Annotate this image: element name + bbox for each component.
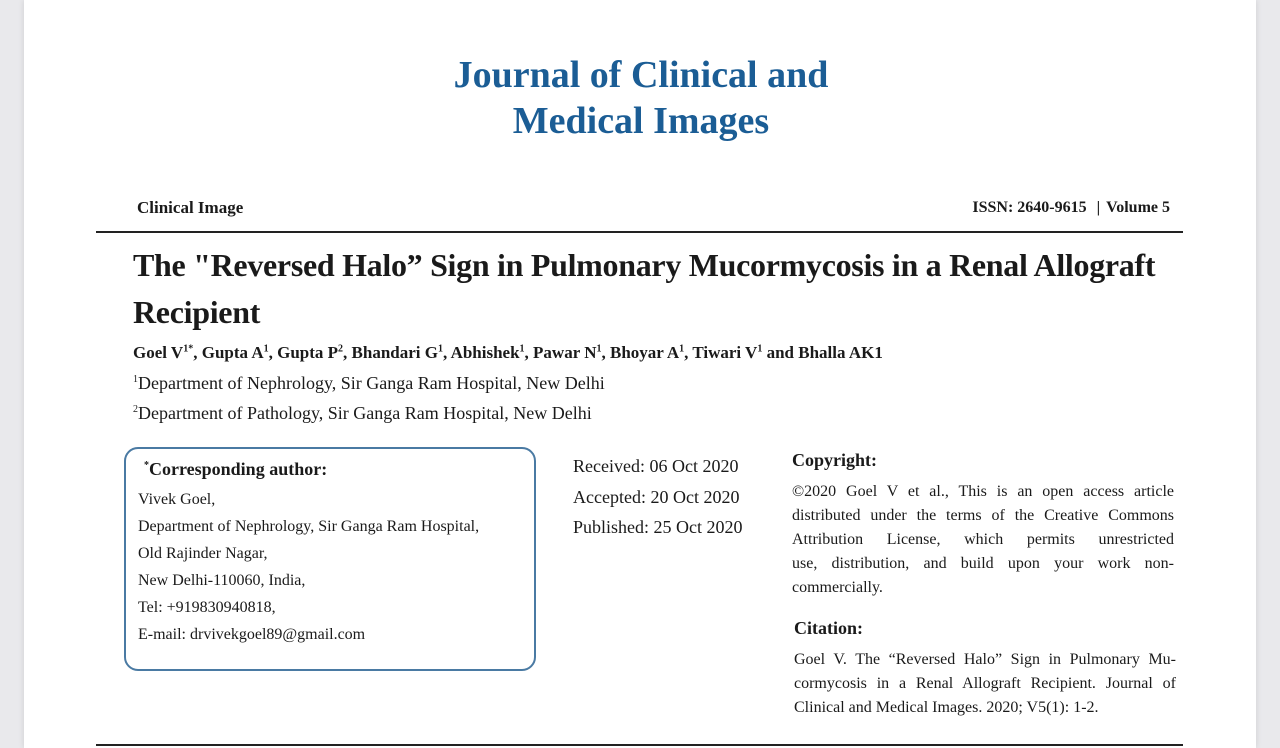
citation-heading: Citation: xyxy=(794,618,863,638)
citation-text xyxy=(794,648,1176,720)
volume: Volume 5 xyxy=(1106,199,1170,216)
corresponding-heading-text: Corresponding author: xyxy=(149,459,328,479)
affiliation-2-sup: 2 xyxy=(133,404,138,415)
author-separator: , xyxy=(443,343,451,362)
author-name: Pawar N xyxy=(533,343,597,362)
meta-separator: | xyxy=(1096,199,1101,216)
corresponding-name: Vivek Goel, xyxy=(138,491,216,508)
author-separator: , xyxy=(524,343,534,362)
author-affiliation-sup: 2 xyxy=(338,343,344,355)
citation-line: Clinical and Medical Images. 2020; V5(1): 1-2. xyxy=(794,699,1099,716)
corresponding-address-1: Old Rajinder Nagar, xyxy=(138,545,268,562)
author-affiliation-sup: 1 xyxy=(519,343,525,355)
author-name: Bhoyar A xyxy=(609,343,680,362)
copyright-line: use, distribution, and build upon your work non- xyxy=(792,555,1174,572)
copyright-line: distributed under the terms of the Creative Commons xyxy=(792,507,1174,524)
author-separator: , xyxy=(343,343,352,362)
document-page xyxy=(24,0,1256,748)
author-affiliation-sup: 1 xyxy=(679,343,685,355)
article-title xyxy=(133,242,1193,336)
accepted-date: Accepted: 20 Oct 2020 xyxy=(573,486,740,507)
corresponding-author-heading xyxy=(144,459,327,480)
author-name: Bhandari G xyxy=(351,343,438,362)
affiliation-1-text: Department of Nephrology, Sir Ganga Ram Hospital, New Delhi xyxy=(138,373,605,393)
author-name: Bhalla AK1 xyxy=(798,343,883,362)
article-title-line-2: Recipient xyxy=(133,294,261,330)
copyright-text xyxy=(792,480,1174,600)
published-date: Published: 25 Oct 2020 xyxy=(573,517,743,537)
corresponding-phone: Tel: +919830940818, xyxy=(138,599,276,616)
copyright-line: Attribution License, which permits unrestricted xyxy=(792,531,1174,548)
citation-line: Goel V. The “Reversed Halo” Sign in Pulmonary Mu- xyxy=(794,651,1176,668)
copyright-line: commercially. xyxy=(792,579,883,596)
author-name: Tiwari V xyxy=(692,343,758,362)
author-name: Goel V xyxy=(133,343,184,362)
corresponding-address-2: New Delhi-110060, India, xyxy=(138,572,306,589)
affiliation-2 xyxy=(133,403,592,424)
author-affiliation-sup: 1 xyxy=(438,343,443,355)
article-type: Clinical Image xyxy=(137,198,244,217)
affiliation-1 xyxy=(133,373,605,394)
corresponding-email: E-mail: drvivekgoel89@gmail.com xyxy=(138,626,366,643)
author-affiliation-sup: 1 xyxy=(596,343,602,355)
author-affiliation-sup: 1* xyxy=(183,343,194,355)
author-separator: , xyxy=(193,343,202,362)
article-title-line-1: The "Reversed Halo” Sign in Pulmonary Mucormycosis in a Renal Allograft xyxy=(133,247,1156,283)
author-list xyxy=(133,343,1193,363)
author-separator: and xyxy=(762,343,799,362)
author-affiliation-sup: 1 xyxy=(757,343,763,355)
issn: ISSN: 2640-9615 xyxy=(972,199,1087,216)
received-date: Received: 06 Oct 2020 xyxy=(573,456,739,476)
affiliation-1-sup: 1 xyxy=(133,374,138,385)
journal-title xyxy=(24,52,1280,144)
author-name: Abhishek xyxy=(450,343,520,362)
issn-volume xyxy=(972,199,1170,217)
copyright-heading: Copyright: xyxy=(792,450,877,470)
author-name: Gupta A xyxy=(201,343,264,362)
citation-line: cormycosis in a Renal Allograft Recipient. Journal of xyxy=(794,675,1176,692)
journal-title-line-1: Journal of Clinical and xyxy=(453,54,829,96)
copyright-line: ©2020 Goel V et al., This is an open access article xyxy=(792,483,1174,500)
article-dates xyxy=(573,451,743,543)
author-separator: , xyxy=(684,343,693,362)
journal-title-line-2: Medical Images xyxy=(512,100,770,142)
corresponding-department: Department of Nephrology, Sir Ganga Ram Hospital, xyxy=(138,518,480,535)
corresponding-marker: * xyxy=(144,460,149,471)
author-name: Gupta P xyxy=(277,343,339,362)
corresponding-author-box xyxy=(124,447,536,671)
author-separator: , xyxy=(268,343,278,362)
footer-rule xyxy=(96,744,1183,746)
author-separator: , xyxy=(601,343,610,362)
affiliation-2-text: Department of Pathology, Sir Ganga Ram Hospital, New Delhi xyxy=(138,403,592,423)
header-rule xyxy=(96,231,1183,233)
author-affiliation-sup: 1 xyxy=(263,343,269,355)
